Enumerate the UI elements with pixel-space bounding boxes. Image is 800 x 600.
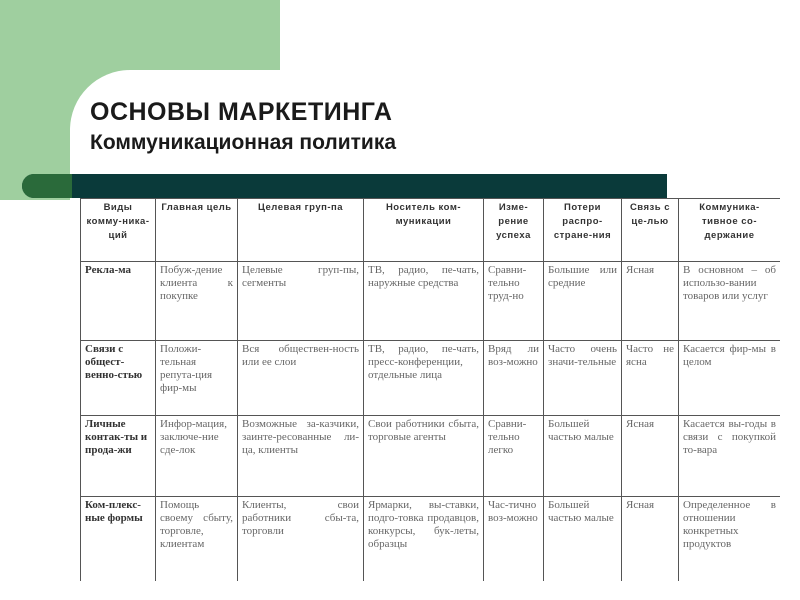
table-cell: Ясная [622,497,679,582]
decor-bar [22,174,667,198]
header-cell: Потери распро-стране-ния [544,199,622,262]
table-cell: Ярмарки, вы-ставки, подго-товка продавцов, конкурсы, бук-леты, образцы [364,497,484,582]
title-area [90,98,396,155]
header-cell: Виды комму-ника-ций [81,199,156,262]
communication-table [80,198,780,581]
table-header-row [81,199,781,262]
table-cell: Побуж-дение клиента к покупке [156,262,238,341]
table-cell: Ком-плекс-ные формы [81,497,156,582]
table-cell: Ясная [622,416,679,497]
table-cell: Помощь своему сбыту, торговле, клиентам [156,497,238,582]
header-cell: Коммуника-тивное со-держание [679,199,781,262]
table-cell: Большие или средние [544,262,622,341]
table-cell: Рекла-ма [81,262,156,341]
table-row [81,341,781,416]
table-cell: Вся обществен-ность или ее слои [238,341,364,416]
table-row [81,416,781,497]
table-cell: Ясная [622,262,679,341]
decor-bar-accent [22,174,72,198]
table-container [80,198,780,581]
table-cell: Сравни-тельно легко [484,416,544,497]
table-cell: Большей частью малые [544,497,622,582]
table-cell: Возможные за-казчики, заинте-ресованные ли-ца, клиенты [238,416,364,497]
table-cell: Свои работники сбыта, торговые агенты [364,416,484,497]
table-cell: Часто очень значи-тельные [544,341,622,416]
header-cell: Изме-рение успеха [484,199,544,262]
table-cell: Большей частью малые [544,416,622,497]
table-cell: Касается вы-годы в связи с покупкой то-вара [679,416,781,497]
table-cell: Связи с общест-венно-стью [81,341,156,416]
table-cell: ТВ, радио, пе-чать, наружные средства [364,262,484,341]
table-cell: В основном – об использо-вании товаров или услуг [679,262,781,341]
table-row [81,497,781,582]
table-cell: Касается фир-мы в целом [679,341,781,416]
table-cell: Вряд ли воз-можно [484,341,544,416]
table-cell: ТВ, радио, пе-чать, пресс-конференции, отдельные лица [364,341,484,416]
header-cell: Целевая груп-па [238,199,364,262]
table-cell: Определенное в отношении конкретных продуктов [679,497,781,582]
header-cell: Связь с це-лью [622,199,679,262]
header-cell: Главная цель [156,199,238,262]
header-cell: Носитель ком-муникации [364,199,484,262]
table-cell: Сравни-тельно труд-но [484,262,544,341]
table-cell: Клиенты, свои работники сбы-та, торговли [238,497,364,582]
table-cell: Личные контак-ты и прода-жи [81,416,156,497]
table-cell: Инфор-мация, заключе-ние сде-лок [156,416,238,497]
table-cell: Часто не ясна [622,341,679,416]
table-cell: Целевые груп-пы, сегменты [238,262,364,341]
slide-subtitle: Коммуникационная политика [90,131,397,154]
slide-title: ОСНОВЫ МАРКЕТИНГА [90,98,393,126]
table-cell: Час-тично воз-можно [484,497,544,582]
table-row [81,262,781,341]
table-cell: Положи-тельная репута-ция фир-мы [156,341,238,416]
